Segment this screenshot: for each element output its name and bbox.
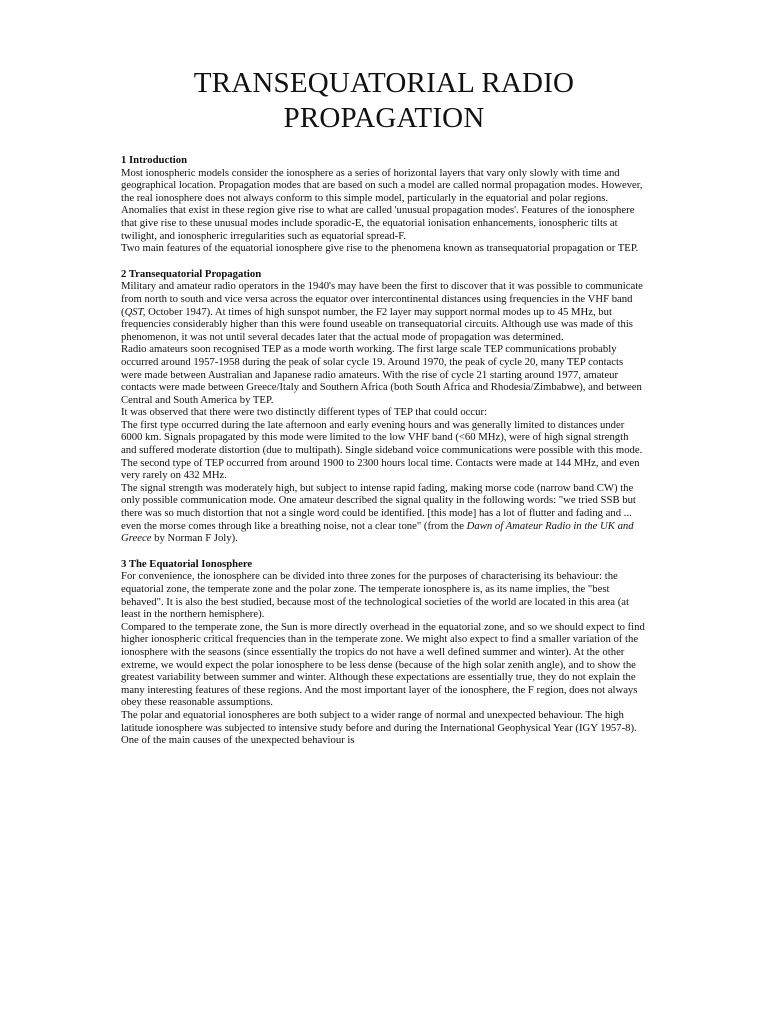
paragraph xyxy=(121,482,645,545)
citation-book-title: Dawn of Amateur Radio in the UK and Greece xyxy=(121,519,634,545)
title-line-2: PROPAGATION xyxy=(283,102,485,134)
paragraph: Most ionospheric models consider the ionosphere as a series of horizontal layers that vary only slowly with time and geographical location. Propagation modes that are based on such a model are called normal propagation modes. However, the real ionosphere does not always conform to this simple model, particularly in the equatorial and polar regions. Anomalies that exist in these region give rise to what are called 'unusual propagation modes'. Features of the ionosphere that give rise to these unusual modes include sporadic-E, the equatorial ionisation enhancements, ionospheric tilts at twilight, and ionospheric irregularities such as equatorial spread-F. xyxy=(121,166,643,242)
paragraph-text: The signal strength was moderately high, but subject to intense rapid fading, making morse code (narrow band CW) the only possible communication mode. One amateur described the signal quality in the following words: "we tried SSB but there was so much distortion that not a single word could be identified. [this mode] has a lot of flutter and fading and ... even the morse comes through like a breathing noise, not a clear tone" (from the xyxy=(121,481,636,532)
paragraph-text: Military and amateur radio operators in the 1940's may have been the first to discover that it was possible to communicate from north to south and vice versa across the equator over intercontinental distances using frequencies in the VHF band ( xyxy=(121,280,643,318)
paragraph: Radio amateurs soon recognised TEP as a mode worth working. The first large scale TEP communications probably occurred around 1957-1958 during the peak of solar cycle 19. Around 1970, the peak of cycle 20, many TEP contacts were made between Australian and Japanese radio amateurs. With the rise of cycle 21 starting around 1977, amateur contacts were made between Greece/Italy and Southern Africa (both South Africa and Rhodesia/Zimbabwe), and between Central and South America by TEP. xyxy=(121,343,642,406)
paragraph: The first type occurred during the late afternoon and early evening hours and was generally limited to distances under 6000 km. Signals propagated by this mode were limited to the low VHF band (<60 MHz), were of high signal strength and suffered moderate distortion (due to multipath). Single sideband voice communications were possible with this mode. xyxy=(121,418,643,457)
document-title xyxy=(0,66,768,136)
section-transequatorial-propagation xyxy=(121,268,645,545)
title-line-1: TRANSEQUATORIAL RADIO xyxy=(193,67,575,99)
section-heading: 1 Introduction xyxy=(121,154,188,166)
paragraph: The second type of TEP occurred from around 1900 to 2300 hours local time. Contacts were made at 144 MHz, and even very rarely on 432 MHz. xyxy=(121,456,640,482)
paragraph: Compared to the temperate zone, the Sun is more directly overhead in the equatorial zone, and so we should expect to find higher ionospheric critical frequencies than in the temperate zone. We might also expect to find a smaller variation of the ionosphere with the seasons (since essentially the tropics do not have a well defined summer and winter). At the other extreme, we would expect the polar ionosphere to be less dense (because of the high solar zenith angle), and to show the greatest variability between summer and winter. Although these expectations are essentially true, they do not explain the many interesting features of these regions. And the most important layer of the ionosphere, the F region, does not always obey these reasonable assumptions. xyxy=(121,620,645,709)
citation-qst: QST, xyxy=(124,305,146,318)
paragraph-text: by Norman F Joly). xyxy=(151,532,238,545)
section-heading: 2 Transequatorial Propagation xyxy=(121,267,262,280)
section-equatorial-ionosphere xyxy=(121,558,645,747)
document-body xyxy=(121,154,645,760)
paragraph: The polar and equatorial ionospheres are both subject to a wider range of normal and unexpected behaviour. The high latitude ionosphere was subjected to intensive study before and during the International Geophysical Year (IGY 1957-8). One of the main causes of the unexpected behaviour is xyxy=(121,708,637,747)
paragraph: For convenience, the ionosphere can be divided into three zones for the purposes of characterising its behaviour: the equatorial zone, the temperate zone and the polar zone. The temperate ionosphere is, as its name implies, the "best behaved". It is also the best studied, because most of the technological societies of the world are located in this area (at least in the northern hemisphere). xyxy=(121,570,629,621)
paragraph: Two main features of the equatorial ionosphere give rise to the phenomena known as transequatorial propagation or TEP. xyxy=(121,242,639,255)
section-heading: 3 The Equatorial Ionosphere xyxy=(121,557,253,570)
section-introduction xyxy=(121,154,645,255)
paragraph xyxy=(121,280,645,343)
paragraph: It was observed that there were two distinctly different types of TEP that could occur: xyxy=(121,406,488,419)
paragraph-text: October 1947). At times of high sunspot number, the F2 layer may support normal modes up to 45 MHz, but frequencies considerably higher than this were found useable on transequatorial circuits. Although use was made of this phenomenon, it was not until several decades later that the actual mode of propagation was determined. xyxy=(121,305,633,343)
